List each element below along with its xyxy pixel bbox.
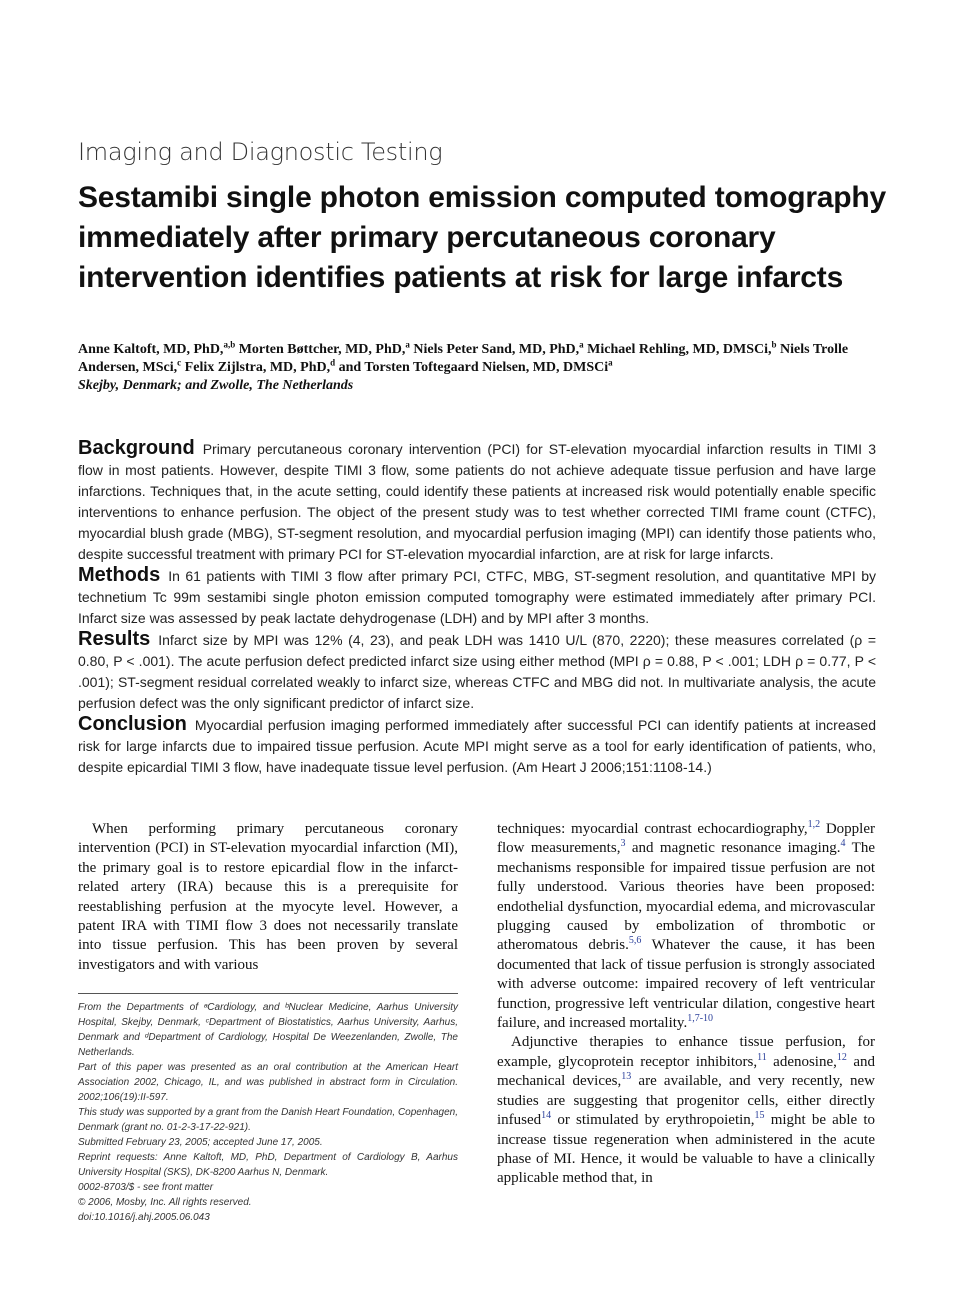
body-text: techniques: myocardial contrast echocardiography, <box>497 821 808 837</box>
author-name: Niels Peter Sand, MD, PhD, <box>409 342 580 357</box>
citation-link[interactable]: 4 <box>840 838 846 850</box>
abstract-text: In 61 patients with TIMI 3 flow after primary PCI, CTFC, MBG, ST-segment resolution, and quantitative MPI by technetium Tc 99m sestamibi single photon emission computed tomography were estimated immediately after primary PCI. Infarct size was assessed by peak lactate dehydrogenase (LDH) and by MPI after 3 months. <box>78 568 876 626</box>
footnote: Part of this paper was presented as an oral contribution at the American Heart Association 2002, Chicago, IL, and was published in abstract form in Circulation. 2002;106(19):II-597. <box>78 1062 458 1103</box>
footnotes <box>78 1000 458 1225</box>
author-affiliation-mark: a <box>608 357 613 368</box>
abstract-text: Primary percutaneous coronary intervention (PCI) for ST-elevation myocardial infarction results in TIMI 3 flow in most patients. However, despite TIMI 3 flow, some patients do not achieve adequate tissue perfusion and have large infarctions. Techniques that, in the acute setting, could identify these patients at increased risk would potentially enable specific interventions to enhance perfusion. The object of the present study was to test whether corrected TIMI frame count (CTFC), myocardial blush grade (MBG), ST-segment resolution, and myocardial perfusion imaging (MPI) can identify those patients who, despite successful treatment with primary PCI for ST-elevation myocardial infarction, are at risk for large infarcts. <box>78 441 876 562</box>
footnote: This study was supported by a grant from the Danish Heart Foundation, Copenhagen, Denmark (grant no. 01-2-3-17-22-921). <box>78 1107 458 1133</box>
body-paragraph: When performing primary percutaneous coronary intervention (PCI) in ST-elevation myocardial infarction (MI), the primary goal is to restore epicardial flow in the infarct-related artery (IRA) because this is a prerequisite for reestablishing perfusion at the myocyte level. However, a patent IRA with TIMI flow 3 does not necessarily translate into tissue perfusion. This has been proven by several investigators and with various <box>78 821 458 973</box>
footnote-divider <box>78 993 458 994</box>
abstract-heading: Background <box>78 437 195 459</box>
citation-link[interactable]: 1,7-10 <box>687 1013 714 1025</box>
body-text: Whatever the cause, it has been documented that lack of tissue perfusion is strongly associated with adverse outcome: impaired recovery of left ventricular function, progressive left ventricular dilation, congestive heart failure, and increased mortality. <box>497 937 875 1032</box>
abstract-section-methods <box>78 565 876 629</box>
footnote: 0002-8703/$ - see front matter <box>78 1182 214 1193</box>
citation-link[interactable]: 15 <box>754 1110 765 1122</box>
citation-link[interactable]: 14 <box>541 1110 552 1122</box>
citation-link[interactable]: 5,6 <box>628 935 642 947</box>
footnote: © 2006, Mosby, Inc. All rights reserved. <box>78 1197 252 1208</box>
body-text: and mechanical devices, <box>497 1053 875 1090</box>
author-affiliation-mark: c <box>177 357 182 368</box>
body-paragraph <box>497 1033 875 1188</box>
author-name: and Torsten Toftegaard Nielsen, MD, DMSCi <box>335 360 609 375</box>
body-text: adenosine, <box>766 1053 837 1070</box>
article-title: Sestamibi single photon emission computed tomography immediately after primary percutaneous coronary intervention identifies patients at risk for large infarcts <box>78 181 887 294</box>
body-text: Adjunctive therapies to enhance tissue perfusion, for example, glycoprotein receptor inhibitors, <box>497 1034 875 1070</box>
body-column-right <box>497 820 875 1189</box>
author-block <box>78 341 908 395</box>
author-name: Michael Rehling, MD, DMSCi, <box>583 342 772 357</box>
body-text: and magnetic resonance imaging. <box>625 840 841 857</box>
footnote: From the Departments of ᵃCardiology, and ᵇNuclear Medicine, Aarhus University Hospital, Skejby, Denmark, ᶜDepartment of Biostatistics, Aarhus University, Aarhus, Denmark and ᵈDepartment of Cardiology, Hospital De Weezenlanden, Zwolle, The Netherlands. <box>78 1002 458 1058</box>
body-text: Doppler flow measurements, <box>497 821 875 857</box>
author-name: Niels Trolle Andersen, MSci, <box>78 342 849 375</box>
body-text: are available, and very recently, new studies are suggesting that progenitor cells, either directly infused <box>497 1073 875 1129</box>
author-affiliation-mark: a,b <box>223 339 236 350</box>
footnote: doi:10.1016/j.ahj.2005.06.043 <box>78 1212 210 1223</box>
abstract-text: Myocardial perfusion imaging performed immediately after successful PCI can identify patients at increased risk for large infarcts due to impaired tissue perfusion. Acute MPI might serve as a tool for early identification of patients, who, despite epicardial TIMI 3 flow, have inadequate tissue level perfusion. (Am Heart J 2006;151:1108-14.) <box>78 717 876 775</box>
abstract-section-results <box>78 629 876 714</box>
abstract-heading: Conclusion <box>78 713 187 735</box>
abstract-section-conclusion <box>78 714 876 778</box>
abstract <box>78 438 876 778</box>
author-name: Morten Bøttcher, MD, PhD, <box>235 342 406 357</box>
author-affiliation-mark: d <box>330 357 336 368</box>
citation-link[interactable]: 13 <box>621 1071 632 1083</box>
author-affiliation-mark: b <box>771 339 777 350</box>
author-name: Anne Kaltoft, MD, PhD, <box>78 342 224 357</box>
affiliation-line: Skejby, Denmark; and Zwolle, The Netherlands <box>78 378 354 393</box>
abstract-text: Infarct size by MPI was 12% (4, 23), and peak LDH was 1410 U/L (870, 2220); these measures correlated (ρ = 0.80, P < .001). The acute perfusion defect predicted infarct size using either method (MPI ρ = 0.88, P < .001; LDH ρ = 0.77, P < .001); ST-segment residual correlated weakly to infarct size, whereas CTFC and MBG did not. In multivariate analysis, the acute perfusion defect was the only significant predictor of infarct size. <box>78 632 877 711</box>
citation-link[interactable]: 12 <box>836 1051 847 1063</box>
body-paragraph <box>497 820 875 1033</box>
section-label: Imaging and Diagnostic Testing <box>78 138 443 166</box>
citation-link[interactable]: 3 <box>620 838 626 850</box>
citation-link[interactable]: 11 <box>757 1051 767 1063</box>
body-text: or stimulated by erythropoietin, <box>551 1112 755 1129</box>
abstract-section-background <box>78 438 876 565</box>
abstract-heading: Results <box>78 628 151 650</box>
author-affiliation-mark: a <box>405 339 410 350</box>
citation-link[interactable]: 1,2 <box>807 819 821 830</box>
author-affiliation-mark: a <box>579 339 584 350</box>
abstract-heading: Methods <box>78 564 161 586</box>
body-column-left <box>78 820 458 975</box>
body-text: might be able to increase tissue regeneration when administered in the acute phase of MI. Hence, it would be valuable to have a clinically applicable method that, in <box>497 1112 875 1187</box>
author-list <box>78 341 908 377</box>
author-name: Felix Zijlstra, MD, PhD, <box>181 360 331 375</box>
body-text: The mechanisms responsible for impaired tissue perfusion are not fully understood. Various theories have been proposed: endothelial dysfunction, myocardial edema, and microvascular plugging caused by embolization of thrombotic or atheromatous debris. <box>497 840 875 954</box>
footnote: Submitted February 23, 2005; accepted June 17, 2005. <box>78 1137 323 1148</box>
footnote: Reprint requests: Anne Kaltoft, MD, PhD, Department of Cardiology B, Aarhus University Hospital (SKS), DK-8200 Aarhus N, Denmark. <box>78 1152 458 1178</box>
